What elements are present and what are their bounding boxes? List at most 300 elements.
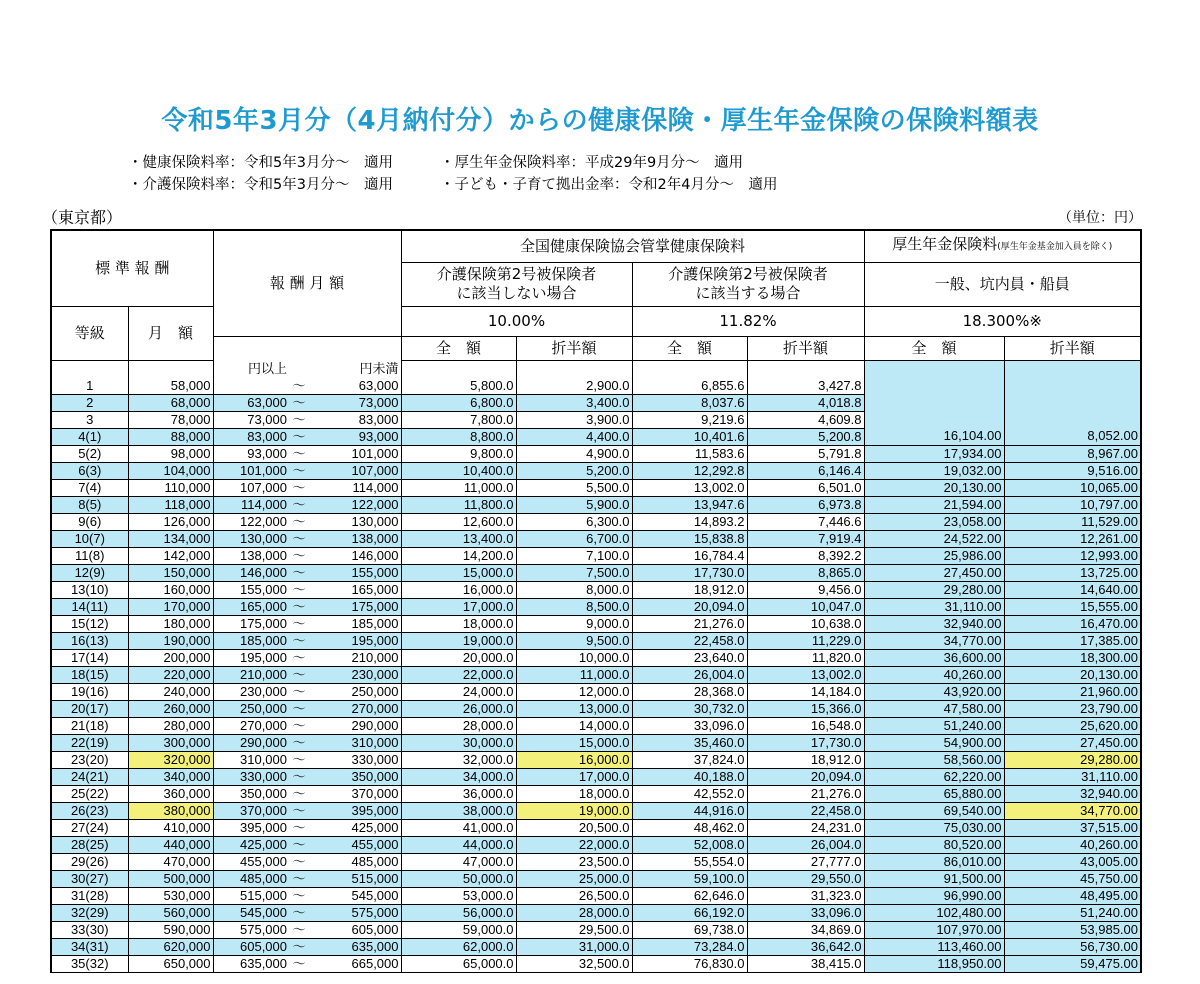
cell-grade: 8(5) (51, 496, 128, 513)
cell-grade: 1 (51, 378, 128, 395)
cell-hi: 101,000 (309, 445, 401, 462)
cell-a-full: 13,400.0 (401, 530, 516, 547)
cell-b-half: 7,446.6 (747, 513, 864, 530)
cell-grade: 16(13) (51, 632, 128, 649)
cell-lo: 310,000 (213, 751, 289, 768)
cell-p-full: 65,880.00 (864, 785, 1004, 802)
table-row (51, 547, 1141, 564)
cell-grade: 24(21) (51, 768, 128, 785)
cell-lo: 130,000 (213, 530, 289, 547)
cell-sep: ～ (289, 649, 309, 666)
cell-sep: ～ (289, 717, 309, 734)
cell-lo: 230,000 (213, 683, 289, 700)
table-row (51, 802, 1141, 819)
cell-a-full: 14,200.0 (401, 547, 516, 564)
cell-b-half: 6,146.4 (747, 462, 864, 479)
cell-p-full: 24,522.00 (864, 530, 1004, 547)
cell-p-full: 47,580.00 (864, 700, 1004, 717)
cell-a-half: 5,500.0 (516, 479, 632, 496)
table-row (51, 853, 1141, 870)
pension-header (864, 230, 1141, 262)
cell-a-full: 20,000.0 (401, 649, 516, 666)
cell-p-full: 62,220.00 (864, 768, 1004, 785)
cell-sep: ～ (289, 683, 309, 700)
cell-lo: 185,000 (213, 632, 289, 649)
cell-a-full: 26,000.0 (401, 700, 516, 717)
cell-grade: 13(10) (51, 581, 128, 598)
cell-p-half: 20,130.00 (1004, 666, 1141, 683)
cell-a-full: 53,000.0 (401, 887, 516, 904)
cell-sep: ～ (289, 428, 309, 445)
cell-monthly: 220,000 (128, 666, 213, 683)
table-row (51, 649, 1141, 666)
cell-sep: ～ (289, 411, 309, 428)
cell-a-full: 8,800.0 (401, 428, 516, 445)
cell-b-full: 15,838.8 (632, 530, 747, 547)
table-row (51, 411, 1141, 428)
cell-a-full: 22,000.0 (401, 666, 516, 683)
cell-a-full: 62,000.0 (401, 938, 516, 955)
cell-p-half: 29,280.00 (1004, 751, 1141, 768)
cell-sep: ～ (289, 955, 309, 972)
cell-hi: 146,000 (309, 547, 401, 564)
cell-b-full: 40,188.0 (632, 768, 747, 785)
cell-grade: 10(7) (51, 530, 128, 547)
cell-lo: 165,000 (213, 598, 289, 615)
cell-a-full: 6,800.0 (401, 394, 516, 411)
cell-a-full: 41,000.0 (401, 819, 516, 836)
cell-a-full: 18,000.0 (401, 615, 516, 632)
cell-p-full (864, 378, 1004, 395)
cell-a-full: 10,400.0 (401, 462, 516, 479)
rate-not-care: 10.00% (401, 306, 632, 336)
cell-monthly: 440,000 (128, 836, 213, 853)
cell-a-half: 4,900.0 (516, 445, 632, 462)
cell-a-half: 26,500.0 (516, 887, 632, 904)
cell-monthly: 380,000 (128, 802, 213, 819)
cell-hi: 185,000 (309, 615, 401, 632)
cell-sep: ～ (289, 378, 309, 395)
cell-p-half: 17,385.00 (1004, 632, 1141, 649)
cell-lo: 605,000 (213, 938, 289, 955)
cell-p-half: 34,770.00 (1004, 802, 1141, 819)
table-row (51, 530, 1141, 547)
cell-b-full: 8,037.6 (632, 394, 747, 411)
table-row (51, 394, 1141, 411)
cell-a-half: 17,000.0 (516, 768, 632, 785)
cell-hi: 395,000 (309, 802, 401, 819)
cell-b-full: 26,004.0 (632, 666, 747, 683)
cell-hi: 138,000 (309, 530, 401, 547)
cell-grade: 26(23) (51, 802, 128, 819)
cell-b-full: 12,292.8 (632, 462, 747, 479)
cell-b-half: 27,777.0 (747, 853, 864, 870)
cell-lo: 250,000 (213, 700, 289, 717)
cell-monthly: 280,000 (128, 717, 213, 734)
cell-a-full: 36,000.0 (401, 785, 516, 802)
cell-p-half: 11,529.00 (1004, 513, 1141, 530)
cell-a-half: 8,000.0 (516, 581, 632, 598)
cell-grade: 19(16) (51, 683, 128, 700)
cell-p-full (864, 394, 1004, 411)
cell-a-half: 13,000.0 (516, 700, 632, 717)
cell-a-half: 7,500.0 (516, 564, 632, 581)
cell-a-full: 38,000.0 (401, 802, 516, 819)
cell-b-full: 44,916.0 (632, 802, 747, 819)
cell-a-half: 16,000.0 (516, 751, 632, 768)
cell-a-half: 2,900.0 (516, 378, 632, 395)
cell-b-full: 13,947.6 (632, 496, 747, 513)
cell-p-half: 45,750.00 (1004, 870, 1141, 887)
cell-a-half: 29,500.0 (516, 921, 632, 938)
cell-monthly: 104,000 (128, 462, 213, 479)
cell-p-full: 21,594.00 (864, 496, 1004, 513)
table-row (51, 378, 1141, 395)
table-row (51, 751, 1141, 768)
cell-lo: 146,000 (213, 564, 289, 581)
cell-hi: 290,000 (309, 717, 401, 734)
cell-a-half: 28,000.0 (516, 904, 632, 921)
cell-p-half: 8,967.00 (1004, 445, 1141, 462)
cell-a-half: 5,200.0 (516, 462, 632, 479)
cell-p-full: 86,010.00 (864, 853, 1004, 870)
cell-p-half: 16,470.00 (1004, 615, 1141, 632)
cell-grade: 22(19) (51, 734, 128, 751)
cell-p-full: 32,940.00 (864, 615, 1004, 632)
cell-b-full: 21,276.0 (632, 615, 747, 632)
cell-p-half: 59,475.00 (1004, 955, 1141, 972)
cell-a-full: 32,000.0 (401, 751, 516, 768)
cell-b-full: 33,096.0 (632, 717, 747, 734)
cell-b-half: 10,638.0 (747, 615, 864, 632)
cell-p-full: 107,970.00 (864, 921, 1004, 938)
cell-p-half: 13,725.00 (1004, 564, 1141, 581)
cell-b-half: 16,548.0 (747, 717, 864, 734)
cell-hi: 270,000 (309, 700, 401, 717)
page-title: 令和5年3月分（4月納付分）からの健康保険・厚生年金保険の保険料額表 (161, 106, 1039, 136)
cell-b-half: 4,609.8 (747, 411, 864, 428)
cell-lo: 63,000 (213, 394, 289, 411)
cell-b-half: 4,018.8 (747, 394, 864, 411)
cell-lo: 155,000 (213, 581, 289, 598)
cell-lo: 330,000 (213, 768, 289, 785)
cell-grade: 32(29) (51, 904, 128, 921)
general-header: 一般、坑内員・船員 (864, 262, 1141, 306)
cell-hi: 350,000 (309, 768, 401, 785)
cell-sep: ～ (289, 615, 309, 632)
cell-b-half: 18,912.0 (747, 751, 864, 768)
cell-a-full: 44,000.0 (401, 836, 516, 853)
table-row (51, 870, 1141, 887)
cell-b-full: 73,284.0 (632, 938, 747, 955)
table-row (51, 462, 1141, 479)
cell-monthly: 78,000 (128, 411, 213, 428)
cell-p-full: 23,058.00 (864, 513, 1004, 530)
cell-a-half: 8,500.0 (516, 598, 632, 615)
table-row (51, 819, 1141, 836)
region-label: （東京都） (42, 208, 123, 227)
yen-over-label: 円以上 (213, 360, 289, 378)
cell-b-full: 55,554.0 (632, 853, 747, 870)
cell-b-half: 29,550.0 (747, 870, 864, 887)
cell-a-half: 15,000.0 (516, 734, 632, 751)
cell-a-full: 34,000.0 (401, 768, 516, 785)
rate-pension: 18.300%※ (864, 306, 1141, 336)
cell-lo (213, 378, 289, 395)
cell-p-full: 20,130.00 (864, 479, 1004, 496)
cell-monthly: 320,000 (128, 751, 213, 768)
cell-sep: ～ (289, 785, 309, 802)
cell-p-half: 10,797.00 (1004, 496, 1141, 513)
cell-lo: 485,000 (213, 870, 289, 887)
cell-sep: ～ (289, 870, 309, 887)
cell-hi: 73,000 (309, 394, 401, 411)
cell-a-half: 3,900.0 (516, 411, 632, 428)
standard-header: 標 準 報 酬 (51, 230, 213, 306)
cell-lo: 73,000 (213, 411, 289, 428)
table-row (51, 717, 1141, 734)
cell-b-half: 15,366.0 (747, 700, 864, 717)
cell-a-half: 32,500.0 (516, 955, 632, 972)
table-row (51, 666, 1141, 683)
cell-a-full: 50,000.0 (401, 870, 516, 887)
cell-hi: 155,000 (309, 564, 401, 581)
cell-hi: 83,000 (309, 411, 401, 428)
cell-p-half (1004, 394, 1141, 411)
cell-grade: 27(24) (51, 819, 128, 836)
cell-p-half: 23,790.00 (1004, 700, 1141, 717)
cell-sep: ～ (289, 768, 309, 785)
cell-monthly: 170,000 (128, 598, 213, 615)
cell-b-full: 10,401.6 (632, 428, 747, 445)
cell-b-half: 3,427.8 (747, 378, 864, 395)
cell-monthly: 88,000 (128, 428, 213, 445)
table-row (51, 683, 1141, 700)
cell-hi: 635,000 (309, 938, 401, 955)
cell-lo: 370,000 (213, 802, 289, 819)
half-header-a: 折半額 (516, 336, 632, 360)
cell-monthly: 68,000 (128, 394, 213, 411)
cell-a-half: 4,400.0 (516, 428, 632, 445)
cell-b-full: 28,368.0 (632, 683, 747, 700)
cell-grade: 31(28) (51, 887, 128, 904)
cell-b-half: 10,047.0 (747, 598, 864, 615)
cell-a-half: 20,500.0 (516, 819, 632, 836)
cell-monthly: 260,000 (128, 700, 213, 717)
rate-care: 11.82% (632, 306, 864, 336)
cell-p-half: 43,005.00 (1004, 853, 1141, 870)
cell-lo: 455,000 (213, 853, 289, 870)
cell-hi: 165,000 (309, 581, 401, 598)
cell-monthly: 620,000 (128, 938, 213, 955)
cell-p-half: 56,730.00 (1004, 938, 1141, 955)
cell-b-half: 8,392.2 (747, 547, 864, 564)
cell-monthly: 160,000 (128, 581, 213, 598)
cell-lo: 425,000 (213, 836, 289, 853)
cell-grade: 18(15) (51, 666, 128, 683)
cell-a-half: 7,100.0 (516, 547, 632, 564)
cell-hi: 250,000 (309, 683, 401, 700)
cell-a-full: 9,800.0 (401, 445, 516, 462)
cell-b-half: 13,002.0 (747, 666, 864, 683)
cell-a-half: 3,400.0 (516, 394, 632, 411)
cell-b-half: 5,791.8 (747, 445, 864, 462)
cell-sep: ～ (289, 564, 309, 581)
cell-a-full: 30,000.0 (401, 734, 516, 751)
range-header: 報 酬 月 額 (213, 230, 401, 336)
cell-grade: 9(6) (51, 513, 128, 530)
cell-p-half: 32,940.00 (1004, 785, 1141, 802)
table-row (51, 445, 1141, 462)
cell-b-half: 33,096.0 (747, 904, 864, 921)
cell-grade: 4(1) (51, 428, 128, 445)
cell-p-full: 16,104.00 (864, 428, 1004, 445)
cell-grade: 6(3) (51, 462, 128, 479)
cell-hi: 310,000 (309, 734, 401, 751)
cell-lo: 350,000 (213, 785, 289, 802)
cell-monthly: 142,000 (128, 547, 213, 564)
cell-monthly: 240,000 (128, 683, 213, 700)
cell-b-half: 14,184.0 (747, 683, 864, 700)
cell-b-full: 52,008.0 (632, 836, 747, 853)
cell-b-full: 62,646.0 (632, 887, 747, 904)
table-row (51, 904, 1141, 921)
cell-b-half: 24,231.0 (747, 819, 864, 836)
cell-p-full: 113,460.00 (864, 938, 1004, 955)
cell-sep: ～ (289, 938, 309, 955)
table-row (51, 598, 1141, 615)
cell-p-half (1004, 411, 1141, 428)
cell-p-half: 8,052.00 (1004, 428, 1141, 445)
cell-monthly: 58,000 (128, 378, 213, 395)
cell-hi: 515,000 (309, 870, 401, 887)
cell-grade: 11(8) (51, 547, 128, 564)
cell-monthly: 590,000 (128, 921, 213, 938)
cell-lo: 395,000 (213, 819, 289, 836)
cell-grade: 34(31) (51, 938, 128, 955)
cell-monthly: 110,000 (128, 479, 213, 496)
cell-b-half: 9,456.0 (747, 581, 864, 598)
pension-header-note: (厚生年金基金加入員を除く) (997, 242, 1113, 253)
cell-b-half: 6,973.8 (747, 496, 864, 513)
cell-a-full: 56,000.0 (401, 904, 516, 921)
cell-p-half: 21,960.00 (1004, 683, 1141, 700)
cell-monthly: 126,000 (128, 513, 213, 530)
cell-hi: 114,000 (309, 479, 401, 496)
cell-p-full: 40,260.00 (864, 666, 1004, 683)
cell-grade: 7(4) (51, 479, 128, 496)
cell-a-full: 11,800.0 (401, 496, 516, 513)
cell-lo: 515,000 (213, 887, 289, 904)
cell-monthly: 190,000 (128, 632, 213, 649)
cell-sep: ～ (289, 819, 309, 836)
cell-b-full: 22,458.0 (632, 632, 747, 649)
cell-a-full: 17,000.0 (401, 598, 516, 615)
yen-under-label: 円未満 (309, 360, 401, 378)
cell-grade: 2 (51, 394, 128, 411)
cell-p-full: 19,032.00 (864, 462, 1004, 479)
cell-a-full: 16,000.0 (401, 581, 516, 598)
cell-grade: 30(27) (51, 870, 128, 887)
cell-grade: 21(18) (51, 717, 128, 734)
cell-sep: ～ (289, 581, 309, 598)
half-header-b: 折半額 (747, 336, 864, 360)
cell-p-half: 48,495.00 (1004, 887, 1141, 904)
cell-p-full: 75,030.00 (864, 819, 1004, 836)
cell-lo: 290,000 (213, 734, 289, 751)
health-rate-note: ・健康保険料率：令和5年3月分～ 適用 (128, 155, 393, 171)
monthly-header: 月 額 (128, 306, 213, 360)
cell-hi: 425,000 (309, 819, 401, 836)
cell-sep: ～ (289, 598, 309, 615)
cell-p-half: 25,620.00 (1004, 717, 1141, 734)
cell-p-half: 53,985.00 (1004, 921, 1141, 938)
cell-a-full: 47,000.0 (401, 853, 516, 870)
cell-p-full: 69,540.00 (864, 802, 1004, 819)
cell-b-full: 42,552.0 (632, 785, 747, 802)
cell-lo: 101,000 (213, 462, 289, 479)
cell-p-half: 27,450.00 (1004, 734, 1141, 751)
pension-rate-note: ・厚生年金保険料率：平成29年9月分～ 適用 (440, 155, 744, 171)
cell-grade: 25(22) (51, 785, 128, 802)
table-row (51, 581, 1141, 598)
table-row (51, 479, 1141, 496)
cell-hi: 370,000 (309, 785, 401, 802)
cell-hi: 195,000 (309, 632, 401, 649)
cell-monthly: 134,000 (128, 530, 213, 547)
cell-lo: 114,000 (213, 496, 289, 513)
cell-monthly: 300,000 (128, 734, 213, 751)
table-row (51, 955, 1141, 972)
cell-p-half: 31,110.00 (1004, 768, 1141, 785)
cell-p-half: 10,065.00 (1004, 479, 1141, 496)
cell-a-half: 25,000.0 (516, 870, 632, 887)
cell-sep: ～ (289, 904, 309, 921)
table-row (51, 921, 1141, 938)
cell-hi: 175,000 (309, 598, 401, 615)
cell-lo: 195,000 (213, 649, 289, 666)
cell-p-full: 91,500.00 (864, 870, 1004, 887)
cell-p-full: 58,560.00 (864, 751, 1004, 768)
cell-a-full: 7,800.0 (401, 411, 516, 428)
cell-b-full: 14,893.2 (632, 513, 747, 530)
cell-sep: ～ (289, 666, 309, 683)
cell-monthly: 200,000 (128, 649, 213, 666)
range-subheader (213, 336, 401, 360)
cell-grade: 17(14) (51, 649, 128, 666)
cell-p-full: 27,450.00 (864, 564, 1004, 581)
table-row (51, 428, 1141, 445)
cell-lo: 635,000 (213, 955, 289, 972)
cell-p-full: 17,934.00 (864, 445, 1004, 462)
cell-p-full: 36,600.00 (864, 649, 1004, 666)
cell-b-half: 36,642.0 (747, 938, 864, 955)
cell-grade: 20(17) (51, 700, 128, 717)
table-row (51, 887, 1141, 904)
cell-a-full: 59,000.0 (401, 921, 516, 938)
cell-grade: 23(20) (51, 751, 128, 768)
cell-grade: 3 (51, 411, 128, 428)
cell-hi: 605,000 (309, 921, 401, 938)
cell-hi: 107,000 (309, 462, 401, 479)
cell-lo: 93,000 (213, 445, 289, 462)
cell-p-half: 37,515.00 (1004, 819, 1141, 836)
cell-lo: 270,000 (213, 717, 289, 734)
cell-sep: ～ (289, 445, 309, 462)
cell-b-full: 13,002.0 (632, 479, 747, 496)
cell-b-full: 59,100.0 (632, 870, 747, 887)
cell-grade: 15(12) (51, 615, 128, 632)
